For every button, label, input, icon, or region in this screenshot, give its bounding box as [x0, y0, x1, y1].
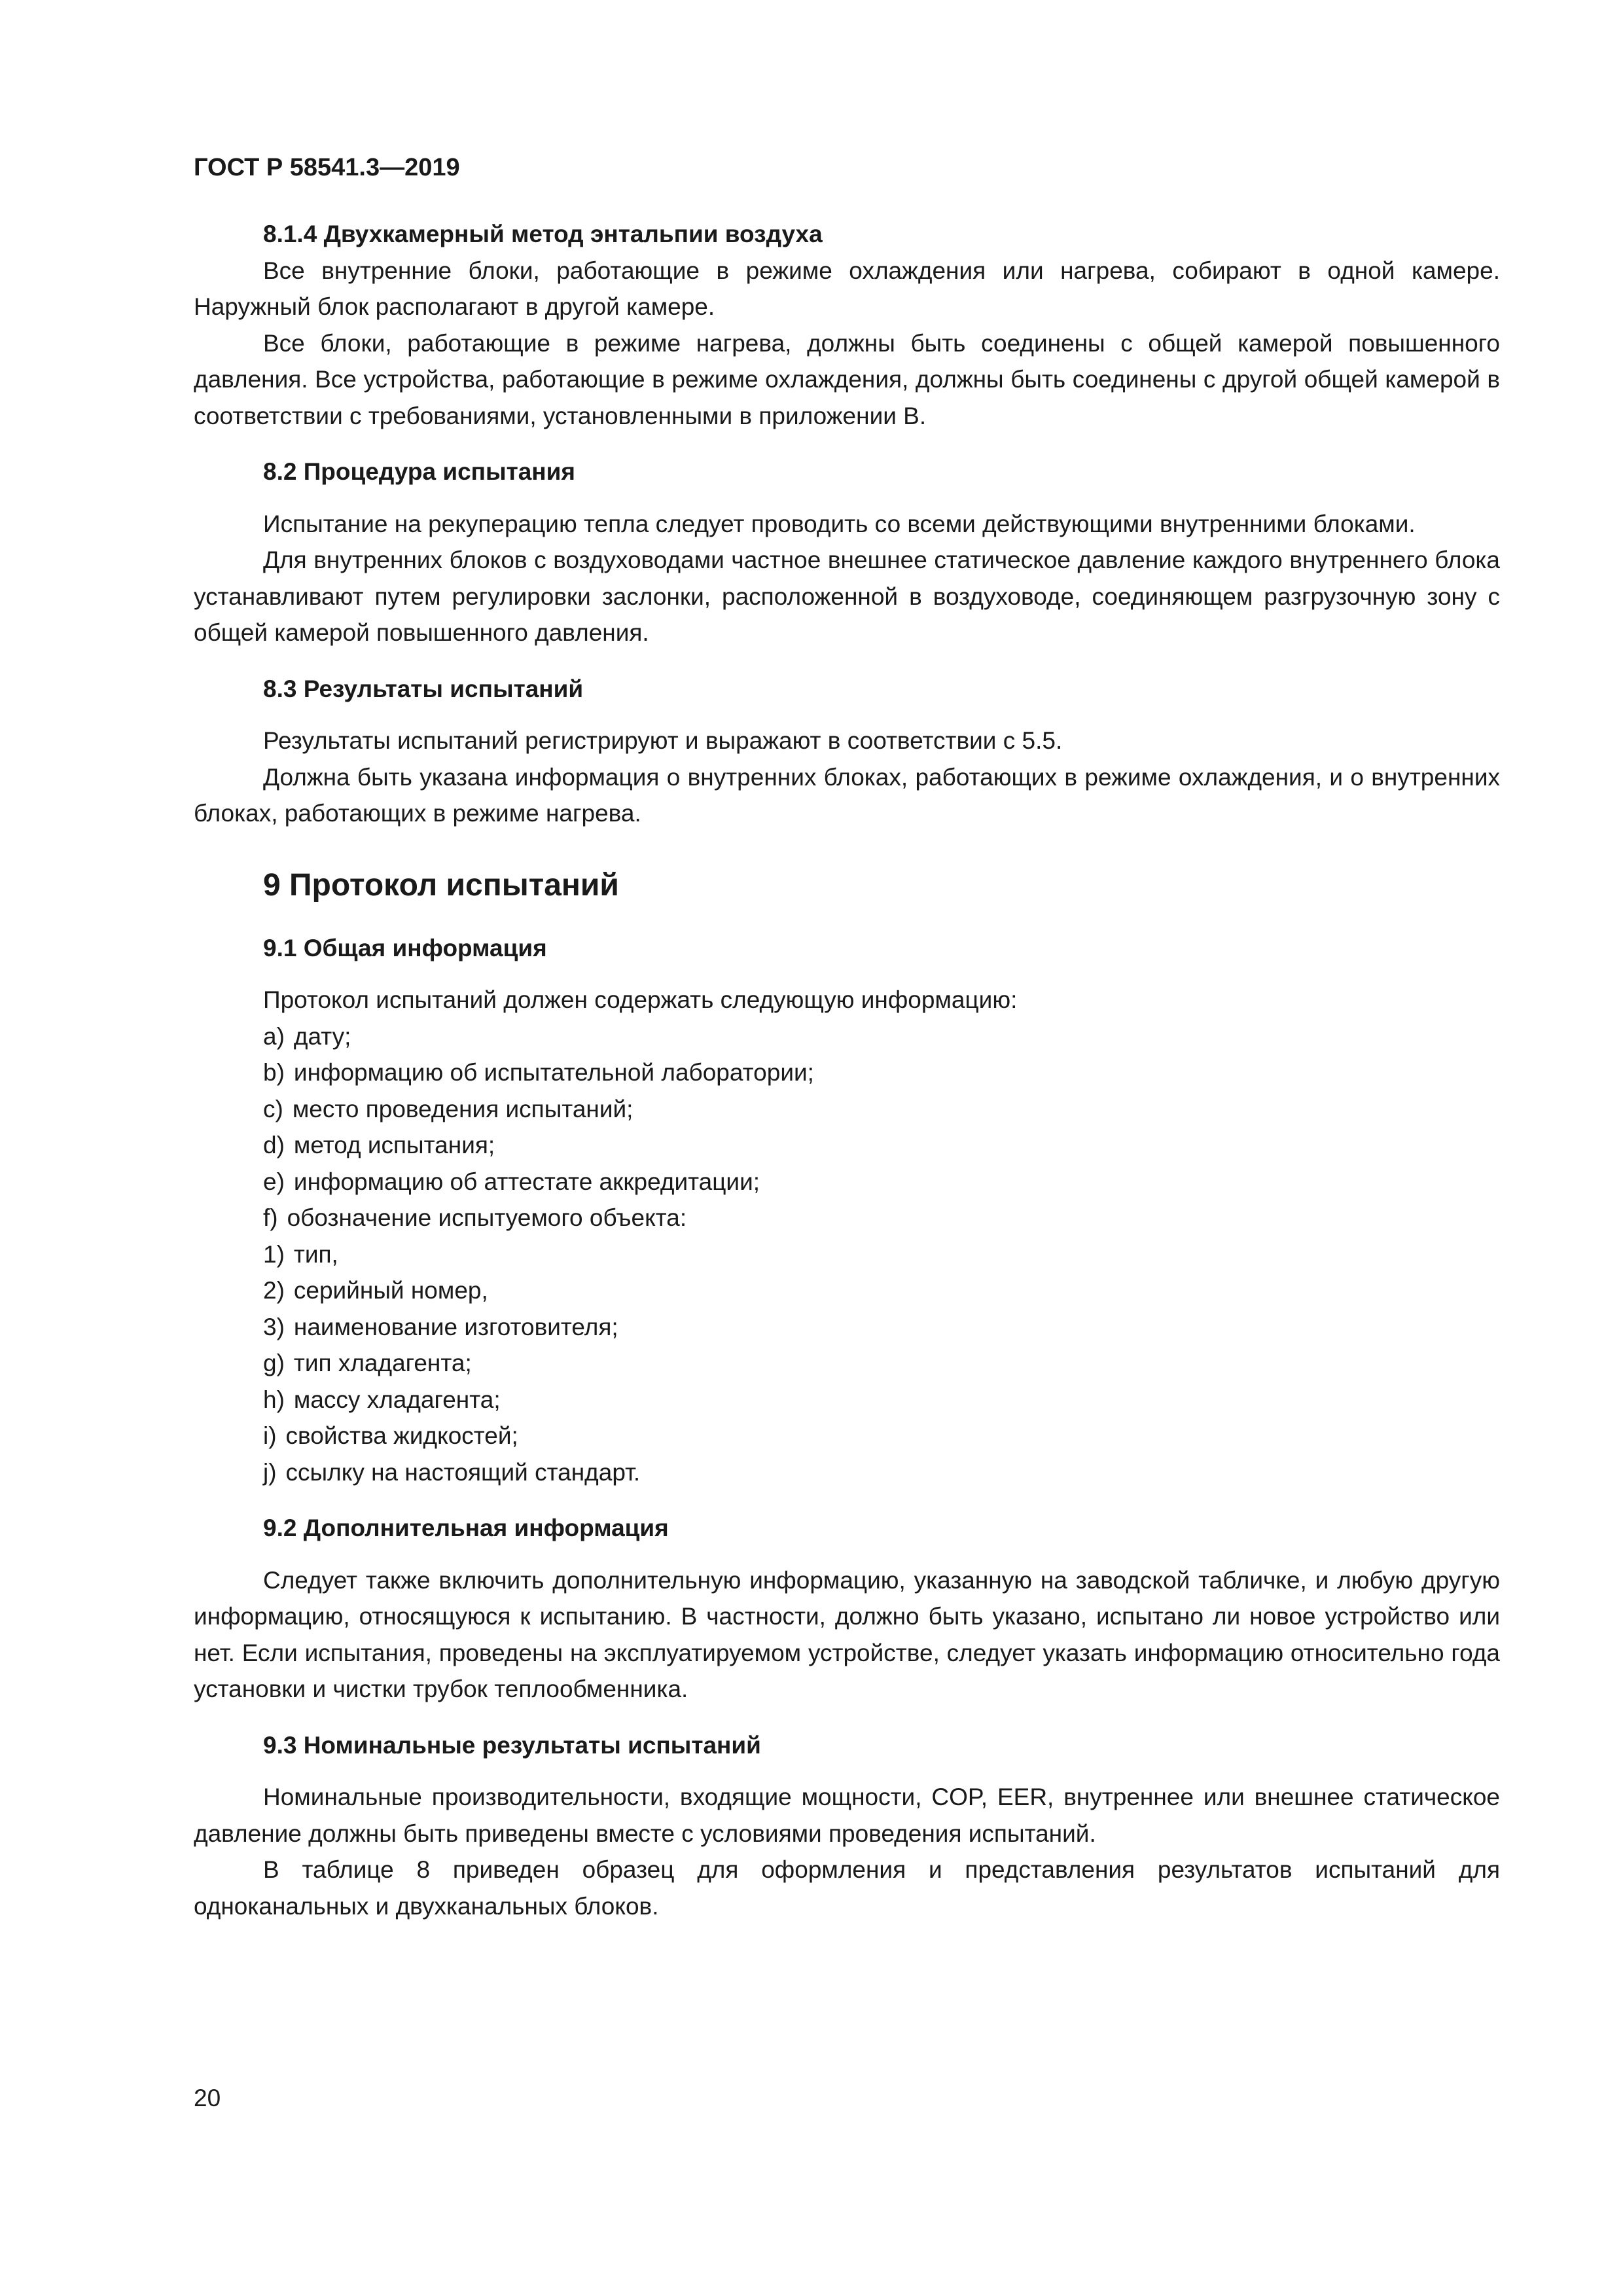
list-marker: j): [263, 1458, 277, 1486]
heading-8-3: 8.3 Результаты испытаний: [263, 675, 584, 702]
list-item-d: [194, 1127, 1500, 1164]
list-marker: b): [263, 1059, 285, 1086]
list-item-a: [194, 1018, 1500, 1055]
standard-designation-header: ГОСТ Р 58541.3—2019: [194, 154, 460, 181]
paragraph-9-1-intro: Протокол испытаний должен содержать следующую информацию:: [263, 986, 1018, 1013]
list-item-text: дату;: [293, 1022, 351, 1050]
list-item-text: тип хладагента;: [293, 1350, 472, 1376]
list-marker: a): [263, 1022, 285, 1050]
list-marker: f): [263, 1204, 278, 1231]
heading-8-1-4: 8.1.4 Двухкамерный метод энтальпии воздуха: [263, 221, 823, 247]
list-item-text: тип,: [293, 1240, 338, 1268]
document-page: [194, 0, 1500, 2296]
list-item-b: [194, 1054, 1500, 1091]
list-marker: e): [263, 1168, 285, 1195]
list-item-i: [194, 1418, 1500, 1454]
paragraph-8-2-1: Испытание на рекуперацию тепла следует проводить со всеми действующими внутренними блоками.: [263, 510, 1416, 537]
heading-9-1: 9.1 Общая информация: [263, 934, 547, 961]
list-marker: c): [263, 1095, 283, 1122]
paragraph-8-1-4-2: Все блоки, работающие в режиме нагрева, должны быть соединены с общей камерой повышенного давления. Все устройства, работающие в режиме охлаждения, должны быть соединены с другой общей камерой в соответствии с требованиями, установленными в приложении В.: [194, 329, 1500, 429]
list-item-text: метод испытания;: [293, 1132, 495, 1158]
list-item-text: информацию об испытательной лаборатории;: [293, 1059, 814, 1086]
list-item-f-3: [194, 1309, 1500, 1346]
list-item-f-2: [194, 1272, 1500, 1309]
list-item-text: информацию об аттестате аккредитации;: [293, 1168, 760, 1195]
list-item-e: [194, 1164, 1500, 1200]
paragraph-8-2-2: Для внутренних блоков с воздуховодами частное внешнее статическое давление каждого внутреннего блока устанавливают путем регулировки заслонки, расположенной в воздуховоде, соединяющем разгрузочную зону с общей камерой повышенного давления.: [194, 547, 1500, 646]
heading-9: 9 Протокол испытаний: [263, 867, 619, 903]
list-marker: d): [263, 1132, 285, 1158]
page-number: 20: [194, 2085, 221, 2111]
list-item-text: массу хладагента;: [293, 1386, 501, 1413]
list-marker: h): [263, 1386, 285, 1413]
heading-8-2: 8.2 Процедура испытания: [263, 458, 575, 485]
heading-9-3: 9.3 Номинальные результаты испытаний: [263, 1731, 761, 1759]
paragraph-8-1-4-1: Все внутренние блоки, работающие в режиме охлаждения или нагрева, собирают в одной камере. Наружный блок располагают в другой камере.: [194, 257, 1500, 320]
paragraph-8-3-2: Должна быть указана информация о внутренних блоках, работающих в режиме охлаждения, и о внутренних блоках, работающих в режиме нагрева.: [194, 763, 1500, 827]
list-item-text: свойства жидкостей;: [285, 1422, 518, 1449]
list-item-text: наименование изготовителя;: [293, 1313, 618, 1340]
list-item-g: [194, 1345, 1500, 1382]
heading-9-2: 9.2 Дополнительная информация: [263, 1515, 669, 1541]
list-marker: g): [263, 1350, 285, 1376]
paragraph-9-3-2: В таблице 8 приведен образец для оформления и представления результатов испытаний для одноканальных и двухканальных блоков.: [194, 1856, 1500, 1920]
list-marker: 2): [263, 1277, 285, 1304]
list-item-text: обозначение испытуемого объекта:: [287, 1204, 687, 1231]
list-item-c: [194, 1091, 1500, 1128]
list-item-text: место проведения испытаний;: [292, 1095, 633, 1122]
list-item-h: [194, 1382, 1500, 1418]
paragraph-9-3-1: Номинальные производительности, входящие мощности, COP, EER, внутреннее или внешнее статическое давление должны быть приведены вместе с условиями проведения испытаний.: [194, 1784, 1500, 1847]
list-item-f: [194, 1200, 1500, 1236]
list-marker: i): [263, 1422, 277, 1449]
list-item-j: [194, 1454, 1500, 1491]
list-marker: 3): [263, 1313, 285, 1340]
paragraph-9-2-1: Следует также включить дополнительную информацию, указанную на заводской табличке, и любую другую информацию, относящуюся к испытанию. В частности, должно быть указано, испытано ли новое устройство или нет. Если испытания, проведены на эксплуатируемом устройстве, следует указать информацию относительно года установки и чистки трубок теплообменника.: [194, 1566, 1500, 1702]
document-body: [194, 216, 1500, 1924]
list-marker: 1): [263, 1240, 285, 1268]
paragraph-8-3-1: Результаты испытаний регистрируют и выражают в соответствии с 5.5.: [263, 727, 1063, 754]
list-item-text: серийный номер,: [293, 1277, 488, 1304]
list-item-f-1: [194, 1236, 1500, 1273]
list-item-text: ссылку на настоящий стандарт.: [285, 1458, 641, 1486]
